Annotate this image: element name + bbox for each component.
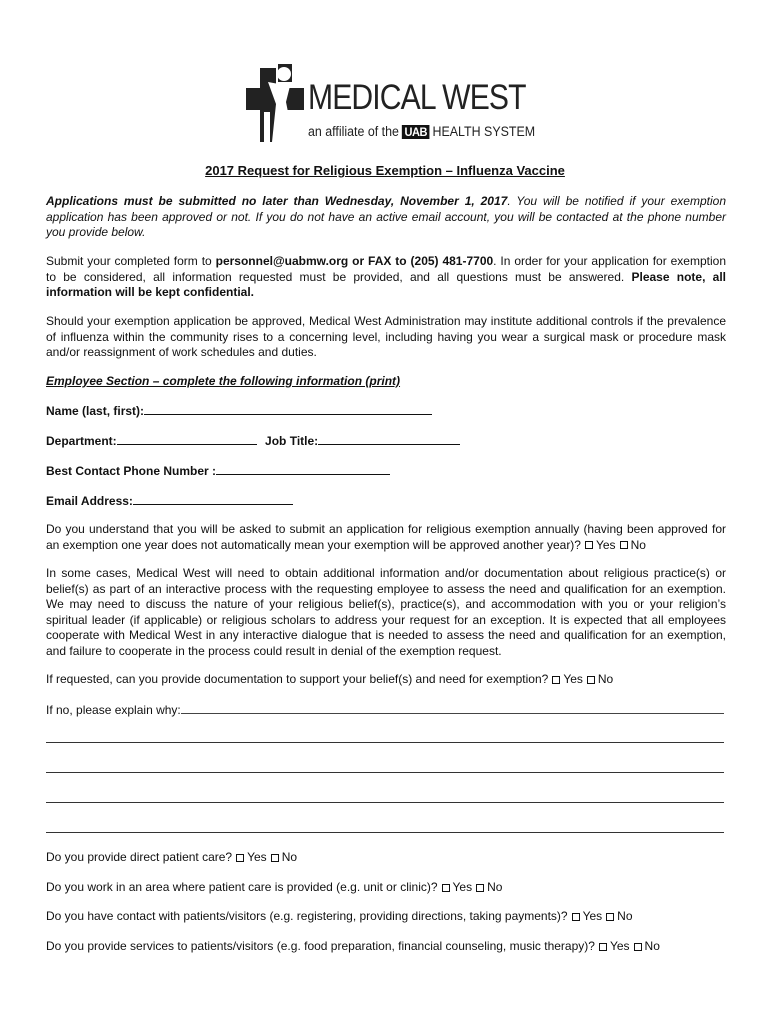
name-field xyxy=(46,403,432,418)
job-title-label: Job Title: xyxy=(265,434,319,448)
documentation-yes-checkbox[interactable] xyxy=(552,676,560,684)
annual-no-checkbox[interactable] xyxy=(620,541,628,549)
patient-services-yes-checkbox[interactable] xyxy=(599,943,607,951)
explain-line-3[interactable] xyxy=(46,772,724,773)
patient-contact-no-checkbox[interactable] xyxy=(606,913,614,921)
annual-no-label: No xyxy=(630,537,646,552)
patient-services-question xyxy=(46,939,660,953)
submit-contact: personnel@uabmw.org or FAX to (205) 481-7700 xyxy=(215,254,494,268)
logo-health-system: HEALTH SYSTEM xyxy=(432,124,536,139)
medical-cross-figure-icon xyxy=(246,64,310,144)
deadline-text: Applications must be submitted no later than Wednesday, November 1, 2017 xyxy=(46,194,508,208)
email-field xyxy=(46,493,293,508)
patient-care-question xyxy=(46,850,297,864)
employee-section-heading: Employee Section – complete the following information (print) xyxy=(46,374,401,388)
intro-paragraph xyxy=(46,194,726,241)
annual-question xyxy=(46,522,726,553)
yes-label: Yes xyxy=(452,880,473,894)
patient-area-yes-checkbox[interactable] xyxy=(442,884,450,892)
explain-line-5[interactable] xyxy=(46,832,724,833)
no-label: No xyxy=(644,939,660,953)
medical-west-logo xyxy=(246,64,536,146)
no-label: No xyxy=(281,850,298,864)
name-input-line[interactable] xyxy=(144,403,432,415)
logo-affiliate-prefix: an affiliate of the xyxy=(308,124,399,139)
approval-paragraph: Should your exemption application be approved, Medical West Administration may institute additional controls if the prevalence of influenza within the community rises to a concerning level, including having you wear a surgical mask or procedure mask and/or reassignment of work schedules and duties. xyxy=(46,314,726,359)
yes-label: Yes xyxy=(582,909,603,923)
patient-care-area-question xyxy=(46,880,502,894)
yes-label: Yes xyxy=(609,939,630,953)
department-input-line[interactable] xyxy=(117,433,257,445)
patient-area-no-checkbox[interactable] xyxy=(476,884,484,892)
confidential-note: Please note, all information will be kept confidential. xyxy=(46,269,726,299)
patient-contact-question xyxy=(46,909,633,923)
logo-affiliate-line xyxy=(308,124,535,140)
yes-label: Yes xyxy=(247,850,267,864)
submit-paragraph xyxy=(46,254,726,301)
question-text: Do you have contact with patients/visitors (e.g. registering, providing directions, taking payments)? xyxy=(46,909,568,923)
phone-field xyxy=(46,463,390,478)
form-title: 2017 Request for Religious Exemption – Influenza Vaccine xyxy=(205,163,565,178)
intro-rest-text: . You will be notified if your exemption application has been approved or not. If you do not have an active email account, you will be contacted at the phone number you provide below. xyxy=(46,194,726,239)
patient-contact-yes-checkbox[interactable] xyxy=(572,913,580,921)
documentation-question-text: If requested, can you provide documentation to support your belief(s) and need for exemption? xyxy=(46,672,549,686)
no-label: No xyxy=(487,880,503,894)
patient-services-no-checkbox[interactable] xyxy=(634,943,642,951)
explain-line-2[interactable] xyxy=(46,742,724,743)
annual-yes-checkbox[interactable] xyxy=(585,541,593,549)
submit-middle: . In order for your application for exemption to be considered, all information requested must be provided, and all questions must be answered. xyxy=(46,254,726,284)
name-label: Name (last, first): xyxy=(46,404,145,418)
documentation-no-label: No xyxy=(597,672,614,686)
department-label: Department: xyxy=(46,434,117,448)
uab-logo: UAB xyxy=(402,125,430,139)
annual-yes-label: Yes xyxy=(595,537,616,552)
submit-prefix: Submit your completed form to xyxy=(46,254,216,268)
no-label: No xyxy=(617,909,633,923)
documentation-question xyxy=(46,672,613,686)
phone-input-line[interactable] xyxy=(216,463,390,475)
explain-field xyxy=(46,702,724,717)
email-input-line[interactable] xyxy=(133,493,293,505)
phone-label: Best Contact Phone Number : xyxy=(46,464,217,478)
email-label: Email Address: xyxy=(46,494,133,508)
question-text: Do you work in an area where patient care is provided (e.g. unit or clinic)? xyxy=(46,880,438,894)
additional-info-paragraph: In some cases, Medical West will need to obtain additional information and/or documentation about religious practice(s) or belief(s) as part of an interactive process with the requesting employee to assess the need and qualification for an exemption. We may need to discuss the nature of your religious belief(s), practice(s), and accommodation with you or your religion’s spiritual leader (if applicable) or religious scholars to address your request for an exception. It is expected that all employees cooperate with Medical West in any interactive dialogue that is needed to assess the need and qualification for an exemption, and failure to cooperate in the process could result in denial of the exemption request. xyxy=(46,566,726,658)
department-field xyxy=(46,433,460,448)
documentation-no-checkbox[interactable] xyxy=(587,676,595,684)
question-text: Do you provide direct patient care? xyxy=(46,850,233,864)
documentation-yes-label: Yes xyxy=(563,672,583,686)
question-text: Do you provide services to patients/visitors (e.g. food preparation, financial counseling, music therapy)? xyxy=(46,939,595,953)
logo-name: MEDICAL WEST xyxy=(308,78,526,117)
explain-input-line[interactable] xyxy=(181,702,724,714)
explain-line-4[interactable] xyxy=(46,802,724,803)
annual-question-text: Do you understand that you will be asked to submit an application for religious exemption annually (having been approved for an exemption one year does not automatically mean your exemption will be approved another year)? xyxy=(46,522,726,552)
job-title-input-line[interactable] xyxy=(318,433,460,445)
patient-care-no-checkbox[interactable] xyxy=(271,854,279,862)
patient-care-yes-checkbox[interactable] xyxy=(236,854,244,862)
explain-label: If no, please explain why: xyxy=(46,703,181,717)
